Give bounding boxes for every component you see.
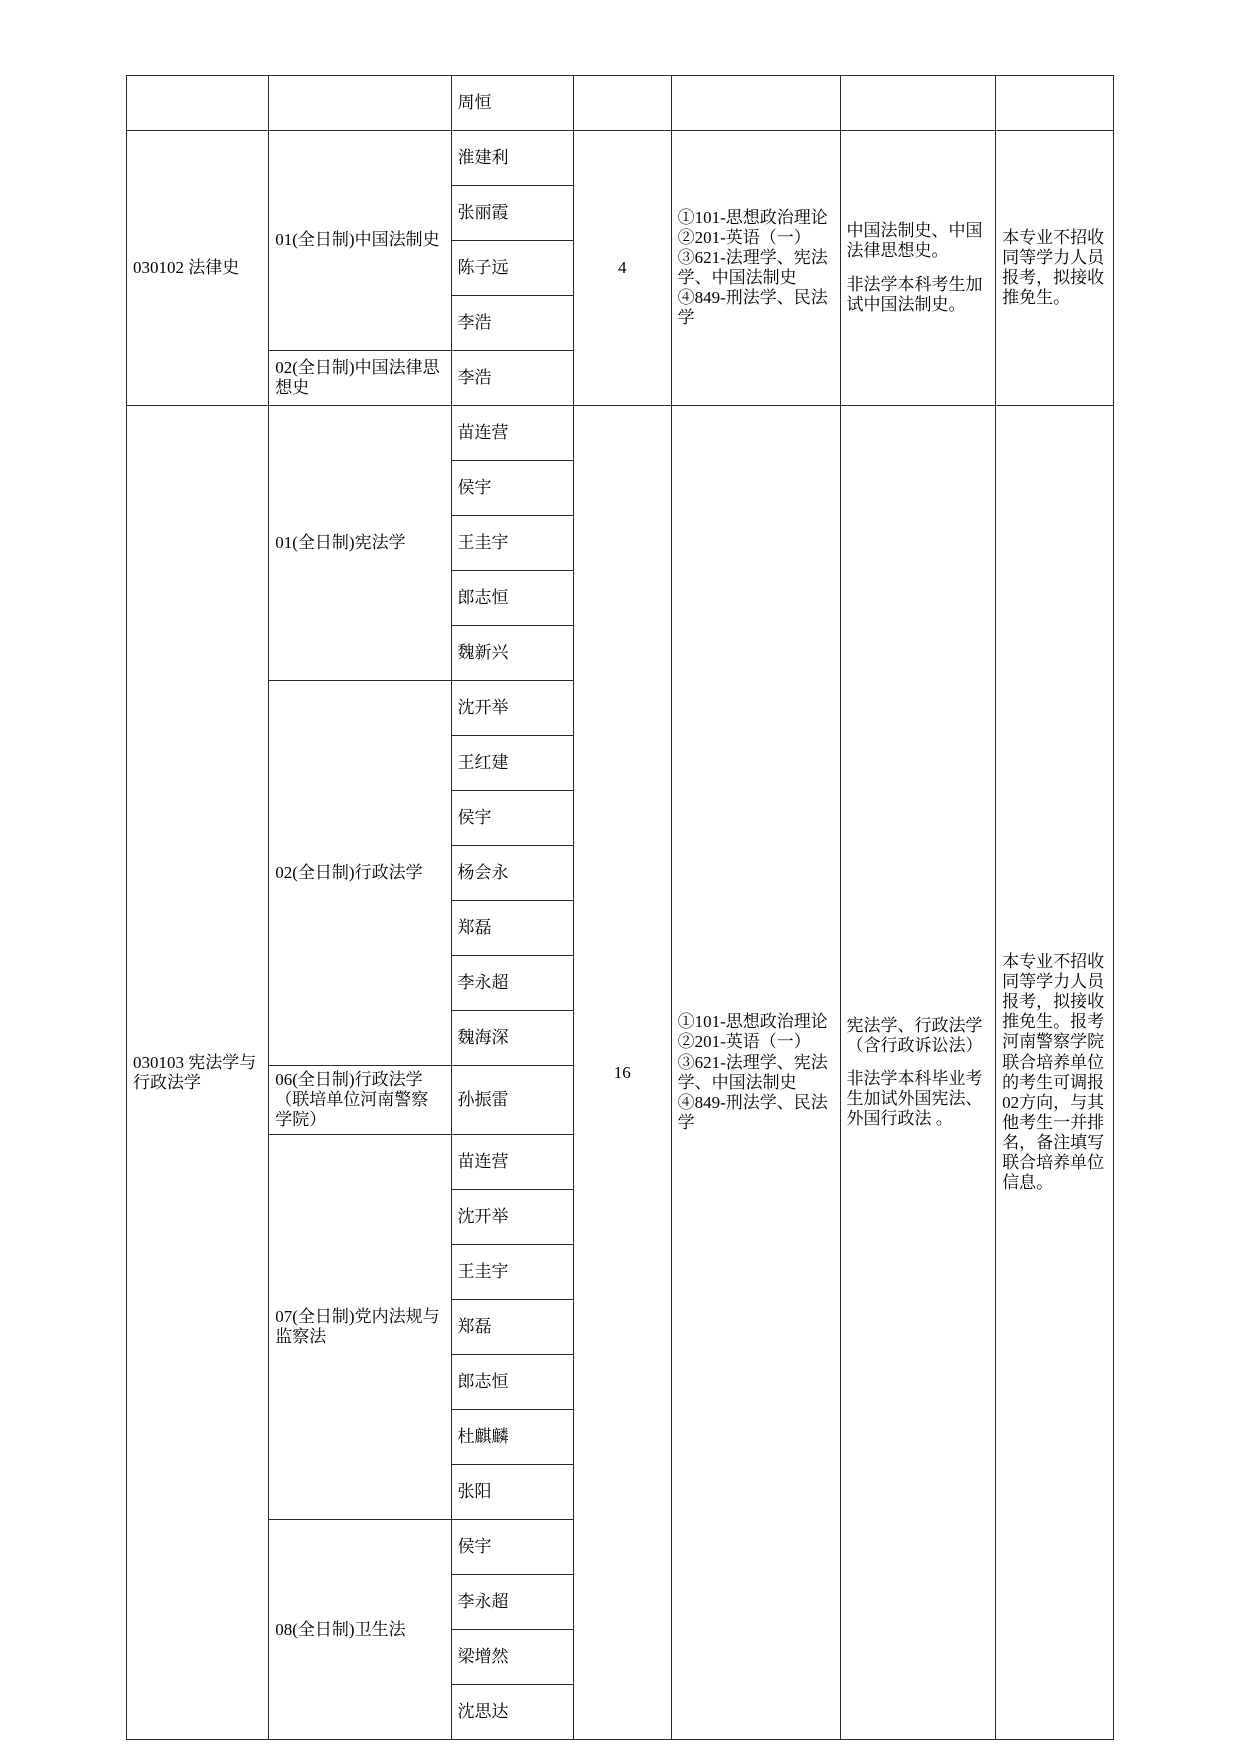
advisor-cell: 王圭宇 bbox=[451, 1245, 573, 1300]
exam-line: ④849-刑法学、民法学 bbox=[677, 1092, 828, 1132]
retest-cell-carryover bbox=[840, 76, 996, 131]
exam-line: ②201-英语（一） bbox=[677, 1032, 811, 1052]
major-cell-carryover bbox=[127, 76, 269, 131]
advisor-cell: 苗连营 bbox=[451, 1135, 573, 1190]
remark-cell-030103: 本专业不招收同等学力人员报考，拟接收推免生。报考河南警察学院联合培养单位的考生可调报02方向，与其他考生一并排名，备注填写联合培养单位信息。 bbox=[996, 406, 1114, 1740]
advisor-cell: 淮建利 bbox=[451, 131, 573, 186]
advisor-cell: 沈思达 bbox=[451, 1685, 573, 1740]
remark-cell-030102: 本专业不招收同等学力人员报考，拟接收推免生。 bbox=[996, 131, 1114, 406]
advisor-cell: 张丽霞 bbox=[451, 186, 573, 241]
advisor-cell: 郎志恒 bbox=[451, 1355, 573, 1410]
retest-line: 非法学本科毕业考生加试外国宪法、外国行政法 。 bbox=[846, 1069, 983, 1129]
advisor-cell: 沈开举 bbox=[451, 681, 573, 736]
advisor-cell: 李浩 bbox=[451, 296, 573, 351]
retest-line: 中国法制史、中国法律思想史。 bbox=[846, 221, 983, 261]
advisor-cell: 周恒 bbox=[451, 76, 573, 131]
quota-cell-030102: 4 bbox=[573, 131, 671, 406]
advisor-cell: 陈子远 bbox=[451, 241, 573, 296]
exam-cell-030102 bbox=[671, 131, 840, 406]
advisor-cell: 梁增然 bbox=[451, 1630, 573, 1685]
exam-line: ④849-刑法学、民法学 bbox=[677, 288, 828, 328]
direction-cell-030103-08: 08(全日制)卫生法 bbox=[269, 1520, 451, 1740]
major-cell-030102: 030102 法律史 bbox=[127, 131, 269, 406]
spacer bbox=[847, 1056, 990, 1069]
advisor-cell: 郎志恒 bbox=[451, 571, 573, 626]
retest-cell-030103 bbox=[840, 406, 996, 1740]
advisor-cell: 苗连营 bbox=[451, 406, 573, 461]
exam-line: ①101-思想政治理论 bbox=[677, 207, 828, 227]
retest-cell-030102 bbox=[840, 131, 996, 406]
major-cell-030103: 030103 宪法学与行政法学 bbox=[127, 406, 269, 1740]
spacer bbox=[847, 262, 990, 275]
quota-cell-030103: 16 bbox=[573, 406, 671, 1740]
advisor-cell: 王圭宇 bbox=[451, 516, 573, 571]
advisor-cell: 张阳 bbox=[451, 1465, 573, 1520]
exam-cell-carryover bbox=[671, 76, 840, 131]
direction-cell-030103-06: 06(全日制)行政法学（联培单位河南警察学院） bbox=[269, 1066, 451, 1135]
advisor-cell: 李永超 bbox=[451, 1575, 573, 1630]
direction-cell-030103-02: 02(全日制)行政法学 bbox=[269, 681, 451, 1066]
exam-line: ①101-思想政治理论 bbox=[677, 1012, 828, 1032]
exam-line: ③621-法理学、宪法学、中国法制史 bbox=[677, 1052, 828, 1092]
direction-cell-030102-02: 02(全日制)中国法律思想史 bbox=[269, 351, 451, 406]
advisor-cell: 侯宇 bbox=[451, 1520, 573, 1575]
retest-line: 非法学本科考生加试中国法制史。 bbox=[846, 274, 983, 314]
advisor-cell: 郑磊 bbox=[451, 1300, 573, 1355]
table-row bbox=[127, 76, 1114, 131]
advisor-cell: 侯宇 bbox=[451, 461, 573, 516]
advisor-cell: 魏新兴 bbox=[451, 626, 573, 681]
exam-line: ③621-法理学、宪法学、中国法制史 bbox=[677, 247, 828, 287]
advisor-cell: 孙振雷 bbox=[451, 1066, 573, 1135]
exam-line: ②201-英语（一） bbox=[677, 227, 811, 247]
remark-cell-carryover bbox=[996, 76, 1114, 131]
direction-cell-030103-01: 01(全日制)宪法学 bbox=[269, 406, 451, 681]
exam-cell-030103 bbox=[671, 406, 840, 1740]
advisor-cell: 郑磊 bbox=[451, 901, 573, 956]
advisor-cell: 侯宇 bbox=[451, 791, 573, 846]
table-row bbox=[127, 406, 1114, 461]
direction-cell-carryover bbox=[269, 76, 451, 131]
advisor-cell: 李永超 bbox=[451, 956, 573, 1011]
direction-cell-030102-01: 01(全日制)中国法制史 bbox=[269, 131, 451, 351]
advisor-cell: 杨会永 bbox=[451, 846, 573, 901]
table-row bbox=[127, 131, 1114, 186]
advisor-cell: 魏海深 bbox=[451, 1011, 573, 1066]
retest-line: 宪法学、行政法学（含行政诉讼法） bbox=[846, 1015, 983, 1055]
quota-cell-carryover bbox=[573, 76, 671, 131]
direction-cell-030103-07: 07(全日制)党内法规与监察法 bbox=[269, 1135, 451, 1520]
advisor-cell: 李浩 bbox=[451, 351, 573, 406]
advisor-cell: 沈开举 bbox=[451, 1190, 573, 1245]
advisor-cell: 杜麒麟 bbox=[451, 1410, 573, 1465]
advisor-cell: 王红建 bbox=[451, 736, 573, 791]
admission-catalog-table bbox=[126, 75, 1114, 1740]
